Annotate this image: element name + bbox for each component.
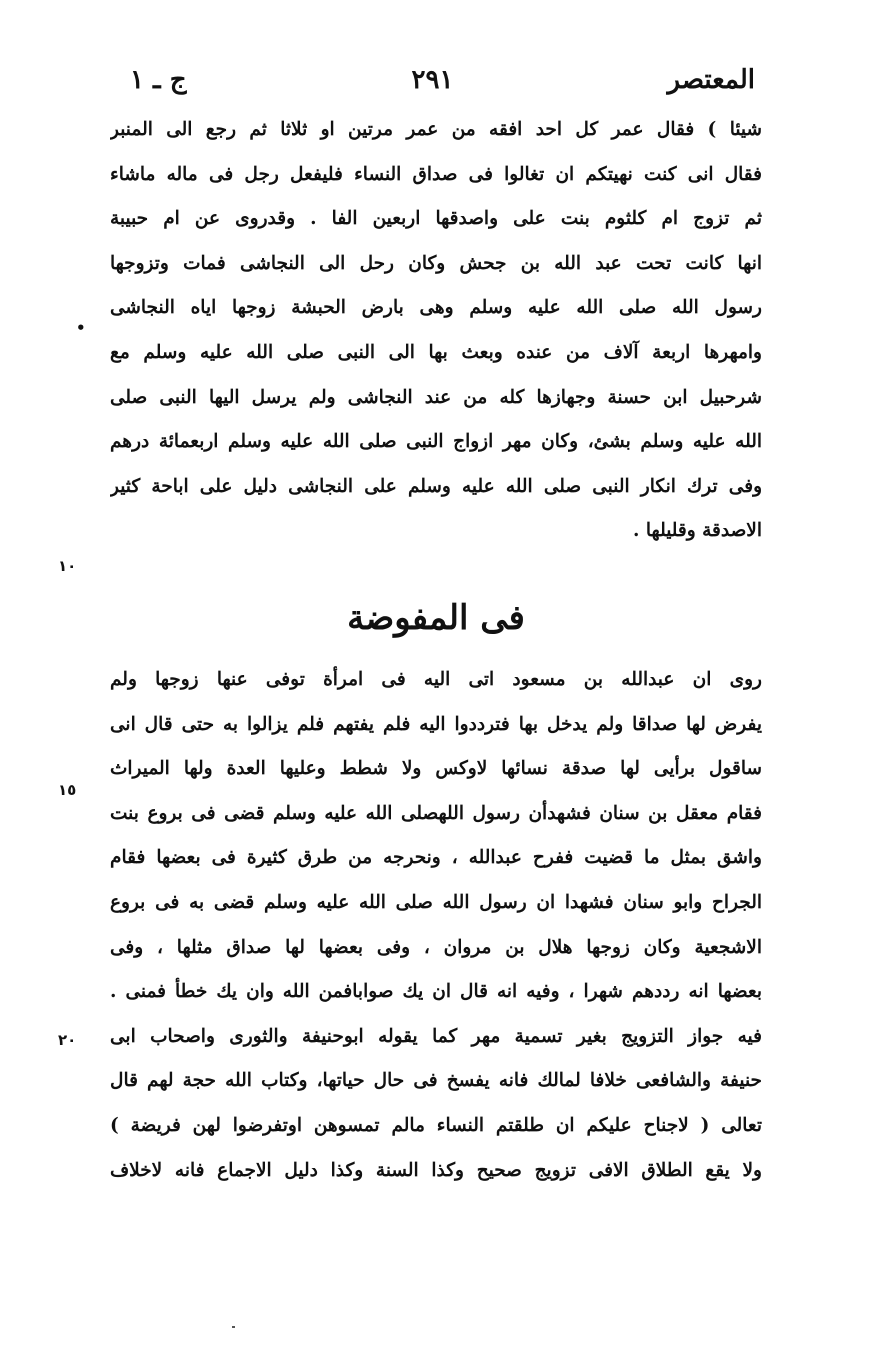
section-body [110, 658, 762, 1193]
text-line: ولا يقع الطلاق الافى تزويج صحيح وكذا السنة وكذا دليل الاجماع فانه لاخلاف [110, 1159, 762, 1181]
volume-label: ج ـ ١ [130, 65, 187, 95]
text-line: روى ان عبدالله بن مسعود اتى اليه فى امرأة توفى عنها زوجها ولم [110, 669, 762, 690]
book-title: المعتصر [667, 65, 755, 95]
section-heading: فى المفوضة [347, 598, 525, 638]
text-line: فقام معقل بن سنان فشهدأن رسول اللهصلى الله عليه وسلم قضى فى بروع بنت [110, 802, 762, 824]
line-number-10: ١٠ [58, 557, 77, 575]
text-line: الاشجعية وكان زوجها هلال بن مروان ، وفى بعضها لها صداق مثلها ، وفى [110, 936, 762, 958]
text-line: وفى ترك انكار النبى صلى الله عليه وسلم على النجاشى دليل على اباحة كثير [110, 475, 762, 497]
page-number: ٢٩١ [411, 65, 454, 95]
line-number-20: ٢٠ [58, 1031, 77, 1049]
text-line: الاصدقة وقليلها . [633, 520, 762, 542]
text-line: الله عليه وسلم بشئ، وكان مهر ازواج النبى صلى الله عليه وسلم اربعمائة درهم [110, 431, 762, 453]
text-line: رسول الله صلى الله عليه وسلم وهى بارض الحبشة زوجها اياه النجاشى [110, 297, 762, 319]
margin-bullet: • [76, 319, 86, 337]
text-line: فيه جواز التزويج بغير تسمية مهر كما يقوله ابوحنيفة والثورى واصحاب ابى [110, 1025, 762, 1047]
text-line: انها كانت تحت عبد الله بن جحش وكان رحل الى النجاشى فمات وتزوجها [110, 252, 762, 274]
text-line: فقال انى كنت نهيتكم ان تغالوا فى صداق النساء فليفعل رجل فى ماله ماشاء [110, 163, 762, 185]
text-line: الجراح وابو سنان فشهدا ان رسول الله صلى الله عليه وسلم قضى به فى بروع [110, 891, 762, 913]
text-line: شيئا ) فقال عمر كل احد افقه من عمر مرتين او ثلاثا ثم رجع الى المنبر [110, 119, 762, 140]
text-line: بعضها انه رددهم شهرا ، وفيه انه قال ان يك صوابافمن الله وان يك خطأ فمنى . [110, 981, 762, 1003]
line-number-15: ١٥ [58, 781, 77, 799]
text-line: تعالى ( لاجناح عليكم ان طلقتم النساء مالم تمسوهن اوتفرضوا لهن فريضة ) [110, 1114, 762, 1136]
text-line: ثم تزوج ام كلثوم بنت على واصدقها اربعين الفا . وقدروى عن ام حبيبة [110, 208, 762, 230]
text-line: شرحبيل ابن حسنة وجهازها كله من عند النجاشى ولم يرسل اليها النبى صلى [110, 386, 762, 408]
scan-speck [232, 1326, 235, 1328]
text-line: حنيفة والشافعى خلافا لمالك فانه يفسخ فى حال حياتها، وكتاب الله حجة لهم قال [110, 1070, 762, 1092]
text-line: وامهرها اربعة آلاف من عنده وبعث بها الى النبى صلى الله عليه وسلم مع [110, 341, 762, 363]
text-line: واشق بمثل ما قضيت ففرح عبدالله ، ونحرجه من طرق كثيرة فى بعضها فقام [110, 847, 762, 869]
text-line: يفرض لها صداقا ولم يدخل بها فترددوا اليه فلم يفتهم فلم يزالوا به حتى قال انى [110, 713, 762, 735]
paragraph-continued [110, 108, 762, 554]
text-line: ساقول برأيى لها صدقة نسائها لاوكس ولا شطط وعليها العدة ولها الميراث [110, 758, 762, 780]
running-header [110, 58, 755, 102]
